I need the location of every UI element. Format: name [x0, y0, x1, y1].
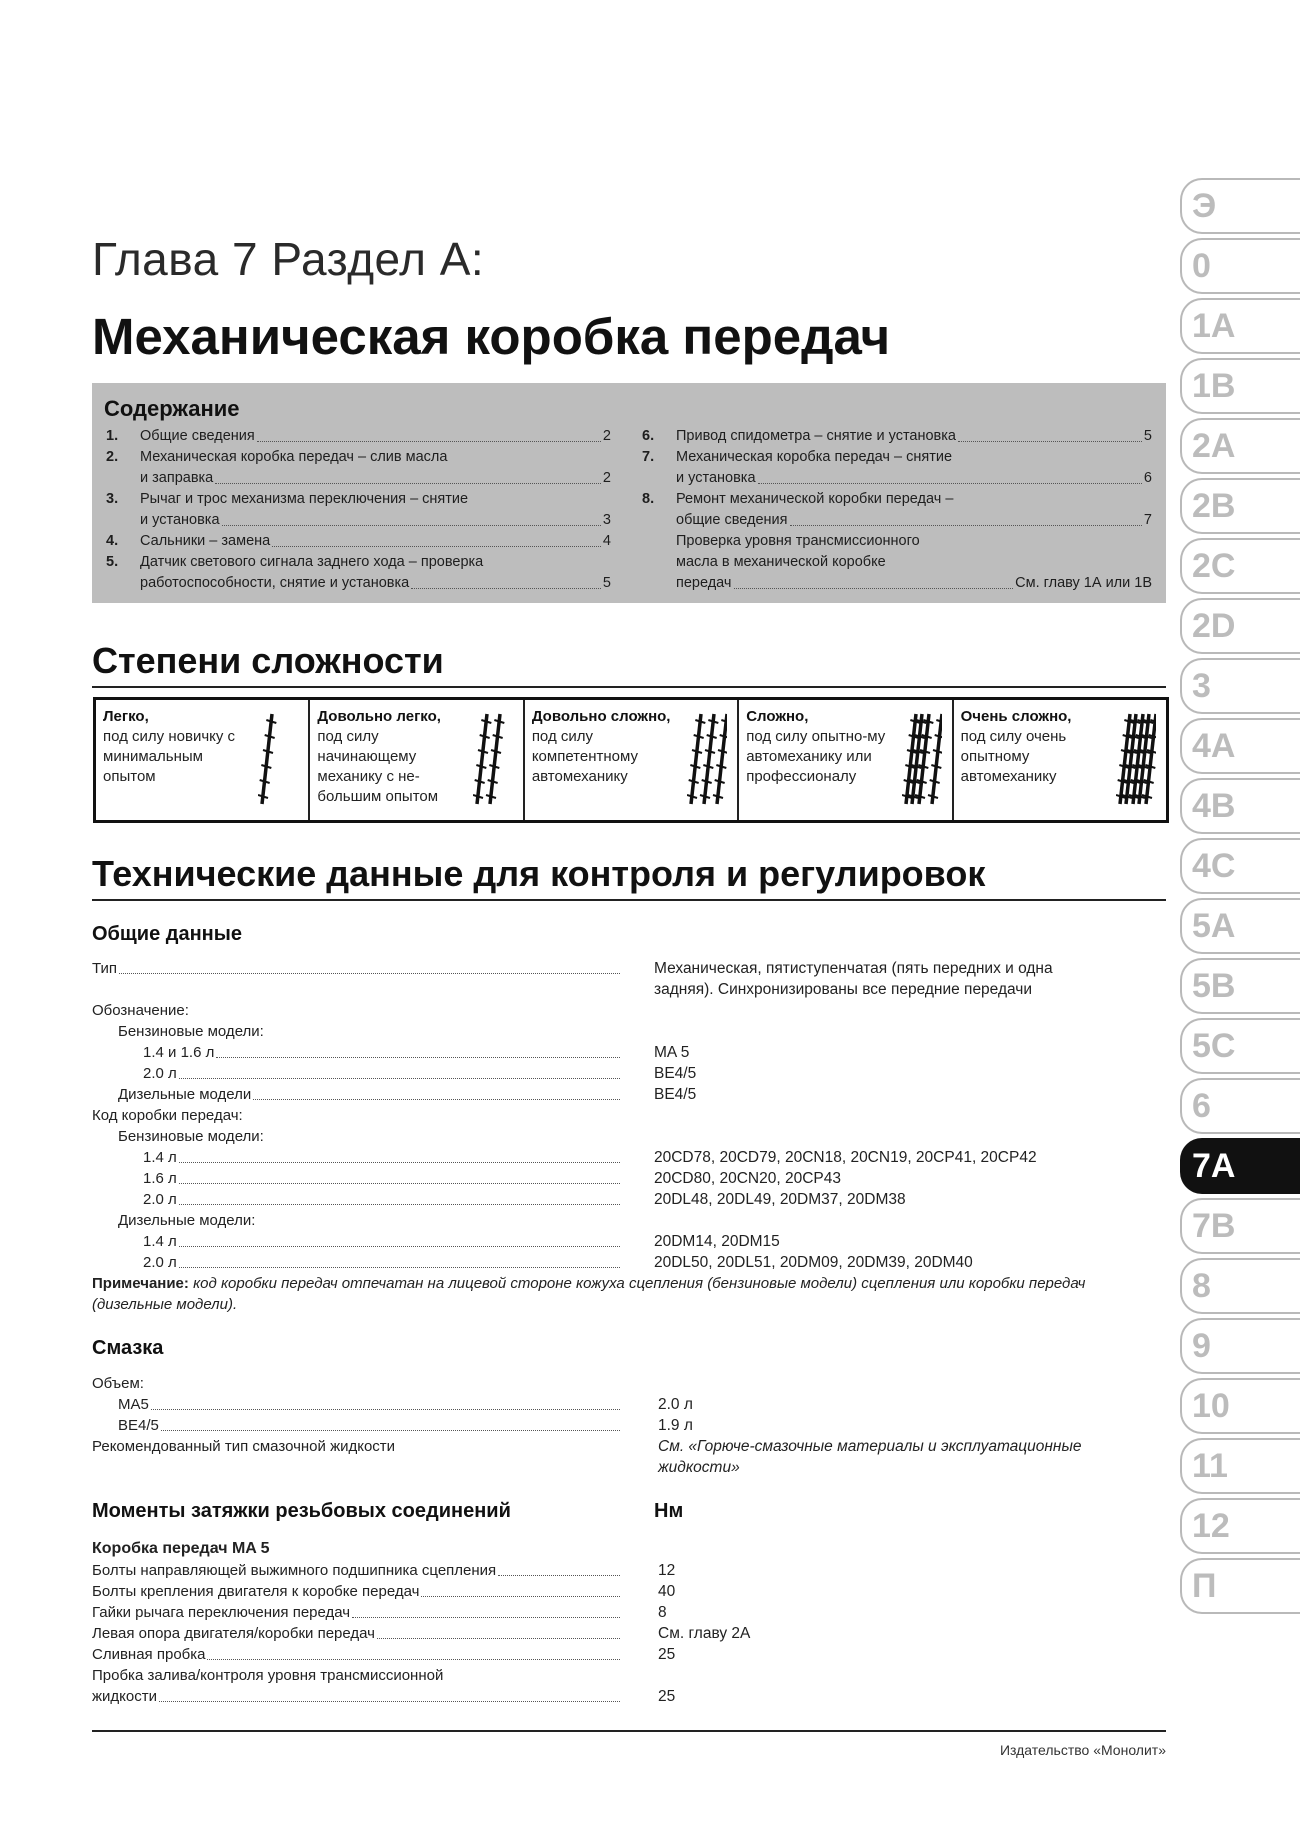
designation-row — [143, 1063, 622, 1084]
contents-item-line: масла в механической коробке — [676, 554, 886, 570]
torque-row — [92, 1623, 622, 1644]
chapter-tab[interactable]: 4C — [1180, 838, 1300, 894]
row-label: 1.4 и 1.6 л — [143, 1044, 215, 1061]
row-value: BE4/5 — [654, 1065, 697, 1082]
wrench-icon — [473, 714, 491, 804]
recommended-fluid-value-line2: жидкости» — [658, 1459, 740, 1476]
row-label: Болты направляющей выжимного подшипника сцепления — [92, 1562, 497, 1579]
code-row — [143, 1189, 622, 1210]
code-row — [143, 1231, 622, 1252]
wrench-icon — [700, 714, 718, 804]
row-label: Болты крепления двигателя к коробке передач — [92, 1583, 420, 1600]
torque-subheading: Коробка передач MA 5 — [92, 1540, 270, 1557]
chapter-tab[interactable]: 0 — [1180, 238, 1300, 294]
row-label: жидкости — [92, 1688, 157, 1705]
chapter-tab[interactable]: 8 — [1180, 1258, 1300, 1314]
chapter-tab[interactable]: 1A — [1180, 298, 1300, 354]
code-row — [143, 1147, 622, 1168]
contents-item-title: Сальники – замена — [140, 533, 271, 549]
contents-item — [106, 426, 611, 447]
contents-item-page: См. главу 1А или 1В — [1015, 575, 1152, 591]
contents-item-title: общие сведения — [676, 512, 788, 528]
chapter-tab[interactable]: 5A — [1180, 898, 1300, 954]
difficulty-label: Легко, — [103, 708, 149, 725]
row-value: 25 — [658, 1646, 676, 1663]
contents-heading: Содержание — [104, 396, 240, 421]
row-value: MA 5 — [654, 1044, 690, 1061]
contents-item-page: 4 — [602, 533, 611, 549]
footer-rule — [92, 1730, 1166, 1732]
contents-item-line: Рычаг и трос механизма переключения – снятие — [140, 491, 469, 507]
row-value: 2.0 л — [658, 1396, 693, 1413]
contents-item-number: 3. — [106, 491, 119, 507]
contents-item-title: и заправка — [140, 470, 214, 486]
chapter-tab[interactable]: 2A — [1180, 418, 1300, 474]
difficulty-description: под силу начинающему механику с не-большим опытом — [317, 728, 439, 805]
contents-item-number: 6. — [642, 428, 655, 444]
dot-leader — [734, 588, 1014, 589]
chapter-tab[interactable]: 1B — [1180, 358, 1300, 414]
contents-item-title: и установка — [676, 470, 756, 486]
contents-item — [642, 531, 1152, 594]
contents-item-line: Механическая коробка передач – слив масла — [140, 449, 448, 465]
dot-leader — [257, 441, 601, 442]
row-value: 40 — [658, 1583, 676, 1600]
torque-label-line1: Пробка залива/контроля уровня трансмиссионной — [92, 1667, 444, 1684]
row-label: 2.0 л — [143, 1065, 177, 1082]
row-value: 1.9 л — [658, 1417, 693, 1434]
chapter-tab[interactable]: 7B — [1180, 1198, 1300, 1254]
difficulty-heading: Степени сложности — [92, 640, 1166, 688]
row-label: 1.4 л — [143, 1233, 177, 1250]
row-value: См. главу 2А — [658, 1625, 751, 1642]
type-value-line2: задняя). Синхронизированы все передние передачи — [654, 981, 1033, 998]
contents-item-title: Общие сведения — [140, 428, 255, 444]
volume-row — [118, 1394, 622, 1415]
contents-item-number: 5. — [106, 554, 119, 570]
chapter-tab[interactable]: П — [1180, 1558, 1300, 1614]
contents-item-number: 4. — [106, 533, 119, 549]
torque-row — [92, 1560, 622, 1581]
contents-item — [642, 447, 1152, 489]
contents-right-column — [642, 426, 1152, 594]
chapter-tab[interactable]: 2C — [1180, 538, 1300, 594]
wrench-rating-icon — [687, 710, 727, 808]
petrol-label: Бензиновые модели: — [118, 1128, 264, 1145]
wrench-rating-icon — [902, 710, 942, 808]
contents-item-page: 7 — [1143, 512, 1152, 528]
contents-item-line: Проверка уровня трансмиссионного — [676, 533, 920, 549]
chapter-tab[interactable]: 7A — [1180, 1138, 1300, 1194]
contents-item-page: 2 — [602, 428, 611, 444]
chapter-tab[interactable]: Э — [1180, 178, 1300, 234]
row-label: 2.0 л — [143, 1254, 177, 1271]
contents-item — [106, 447, 611, 489]
row-value: BE4/5 — [654, 1086, 697, 1103]
row-value: 8 — [658, 1604, 667, 1621]
difficulty-level — [525, 700, 739, 820]
diesel-label: Дизельные модели: — [118, 1212, 256, 1229]
chapter-tab[interactable]: 6 — [1180, 1078, 1300, 1134]
type-value-line1: Механическая, пятиступенчатая (пять передних и одна — [654, 960, 1053, 977]
dot-leader — [215, 483, 601, 484]
row-label: BE4/5 — [118, 1417, 159, 1434]
contents-item-title: и установка — [140, 512, 220, 528]
difficulty-label: Довольно сложно, — [531, 708, 671, 725]
difficulty-box — [93, 697, 1169, 823]
difficulty-label: Сложно, — [746, 708, 809, 725]
recommended-fluid-value-line1: См. «Горюче-смазочные материалы и эксплуатационные — [658, 1438, 1082, 1455]
wrench-icon — [928, 714, 942, 804]
note-label: Примечание: — [92, 1275, 189, 1292]
chapter-tab[interactable]: 2B — [1180, 478, 1300, 534]
wrench-icon — [486, 714, 504, 804]
contents-item-line: Механическая коробка передач – снятие — [676, 449, 953, 465]
torque-row — [92, 1602, 622, 1623]
code-row — [143, 1252, 622, 1273]
difficulty-level — [310, 700, 524, 820]
wrench-rating-icon — [1116, 710, 1156, 808]
torque-row — [92, 1644, 622, 1665]
difficulty-description: под силу новичку с минимальным опытом — [103, 728, 236, 785]
chapter-tab[interactable]: 4B — [1180, 778, 1300, 834]
contents-item — [642, 426, 1152, 447]
difficulty-level — [96, 700, 310, 820]
chapter-tab[interactable]: 9 — [1180, 1318, 1300, 1374]
difficulty-description: под силу компетентному автомеханику — [531, 728, 638, 785]
row-value: 20DM14, 20DM15 — [654, 1233, 780, 1250]
general-data-heading: Общие данные — [92, 923, 242, 945]
difficulty-label: Очень сложно, — [960, 708, 1072, 725]
chapter-tab[interactable]: 5B — [1180, 958, 1300, 1014]
wrench-icon — [258, 714, 276, 804]
tech-data-heading: Технические данные для контроля и регулировок — [92, 853, 1166, 901]
chapter-tab[interactable]: 4A — [1180, 718, 1300, 774]
chapter-heading: Глава 7 Раздел А: — [92, 233, 485, 285]
row-label: Сливная пробка — [92, 1646, 206, 1663]
contents-item-page: 6 — [1143, 470, 1152, 486]
type-row — [92, 958, 622, 979]
type-label: Тип — [92, 960, 118, 977]
row-label: 1.6 л — [143, 1170, 177, 1187]
note-text: код коробки передач отпечатан на лицевой стороне кожуха сцепления (бензиновые модели) сцепления или коробки передач (дизельные модели). — [92, 1275, 1086, 1313]
chapter-tab[interactable]: 2D — [1180, 598, 1300, 654]
torque-heading: Моменты затяжки резьбовых соединений — [92, 1500, 511, 1522]
row-value: 20DL50, 20DL51, 20DM09, 20DM39, 20DM40 — [654, 1254, 973, 1271]
row-value: 20CD78, 20CD79, 20CN18, 20CN19, 20CP41, 20CP42 — [654, 1149, 1037, 1166]
chapter-tab[interactable]: 5C — [1180, 1018, 1300, 1074]
dot-leader — [411, 588, 601, 589]
publisher: Издательство «Монолит» — [999, 1742, 1166, 1758]
contents-item — [642, 489, 1152, 531]
row-label: Гайки рычага переключения передач — [92, 1604, 351, 1621]
difficulty-description: под силу очень опытному автомеханику — [960, 728, 1067, 785]
difficulty-level — [739, 700, 953, 820]
contents-item-number: 1. — [106, 428, 119, 444]
torque-row — [92, 1581, 622, 1602]
difficulty-level — [954, 700, 1166, 820]
row-label: Левая опора двигателя/коробки передач — [92, 1625, 375, 1642]
contents-item-number: 7. — [642, 449, 655, 465]
chapter-tab[interactable]: 10 — [1180, 1378, 1300, 1434]
contents-item-title: работоспособности, снятие и установка — [140, 575, 410, 591]
contents-item-title: Привод спидометра – снятие и установка — [676, 428, 956, 444]
contents-item-number: 2. — [106, 449, 119, 465]
contents-item-page: 2 — [602, 470, 611, 486]
lube-heading: Смазка — [92, 1337, 164, 1359]
designation-label: Обозначение: — [92, 1002, 189, 1019]
volume-row — [118, 1415, 622, 1436]
contents-item-number: 8. — [642, 491, 655, 507]
torque-row — [92, 1686, 622, 1707]
contents-item-page: 5 — [602, 575, 611, 591]
note — [92, 1273, 1166, 1315]
page-title: Механическая коробка передач — [92, 308, 891, 365]
chapter-tab[interactable]: 11 — [1180, 1438, 1300, 1494]
chapter-tab[interactable]: 12 — [1180, 1498, 1300, 1554]
row-value: 25 — [658, 1688, 676, 1705]
difficulty-description: под силу опытно-му автомеханику или профессионалу — [746, 728, 886, 785]
code-label: Код коробки передач: — [92, 1107, 243, 1124]
wrench-icon — [687, 714, 705, 804]
wrench-icon — [713, 714, 727, 804]
designation-row — [143, 1042, 622, 1063]
dot-leader — [790, 525, 1142, 526]
contents-item — [106, 552, 611, 594]
difficulty-label: Довольно легко, — [317, 708, 441, 725]
dot-leader — [758, 483, 1142, 484]
row-label: Дизельные модели — [118, 1086, 252, 1103]
row-label: MA5 — [118, 1396, 149, 1413]
chapter-tab[interactable]: 3 — [1180, 658, 1300, 714]
contents-left-column — [106, 426, 611, 594]
row-label: 1.4 л — [143, 1149, 177, 1166]
contents-item — [106, 531, 611, 552]
recommended-fluid-label: Рекомендованный тип смазочной жидкости — [92, 1438, 396, 1455]
designation-row — [118, 1084, 622, 1105]
wrench-rating-icon — [258, 710, 298, 808]
wrench-rating-icon — [473, 710, 513, 808]
row-value: 20DL48, 20DL49, 20DM37, 20DM38 — [654, 1191, 906, 1208]
torque-unit: Нм — [654, 1500, 684, 1522]
contents-box — [92, 383, 1166, 603]
contents-item-page: 5 — [1143, 428, 1152, 444]
contents-item — [106, 489, 611, 531]
dot-leader — [272, 546, 601, 547]
contents-item-page: 3 — [602, 512, 611, 528]
dot-leader — [958, 441, 1142, 442]
contents-item-title: передач — [676, 575, 732, 591]
code-row — [143, 1168, 622, 1189]
petrol-label: Бензиновые модели: — [118, 1023, 264, 1040]
row-label: 2.0 л — [143, 1191, 177, 1208]
row-value: 20CD80, 20CN20, 20CP43 — [654, 1170, 841, 1187]
dot-leader — [222, 525, 601, 526]
volume-label: Объем: — [92, 1375, 144, 1392]
contents-item-line: Ремонт механической коробки передач – — [676, 491, 954, 507]
contents-item-line: Датчик светового сигнала заднего хода – проверка — [140, 554, 484, 570]
row-value: 12 — [658, 1562, 676, 1579]
